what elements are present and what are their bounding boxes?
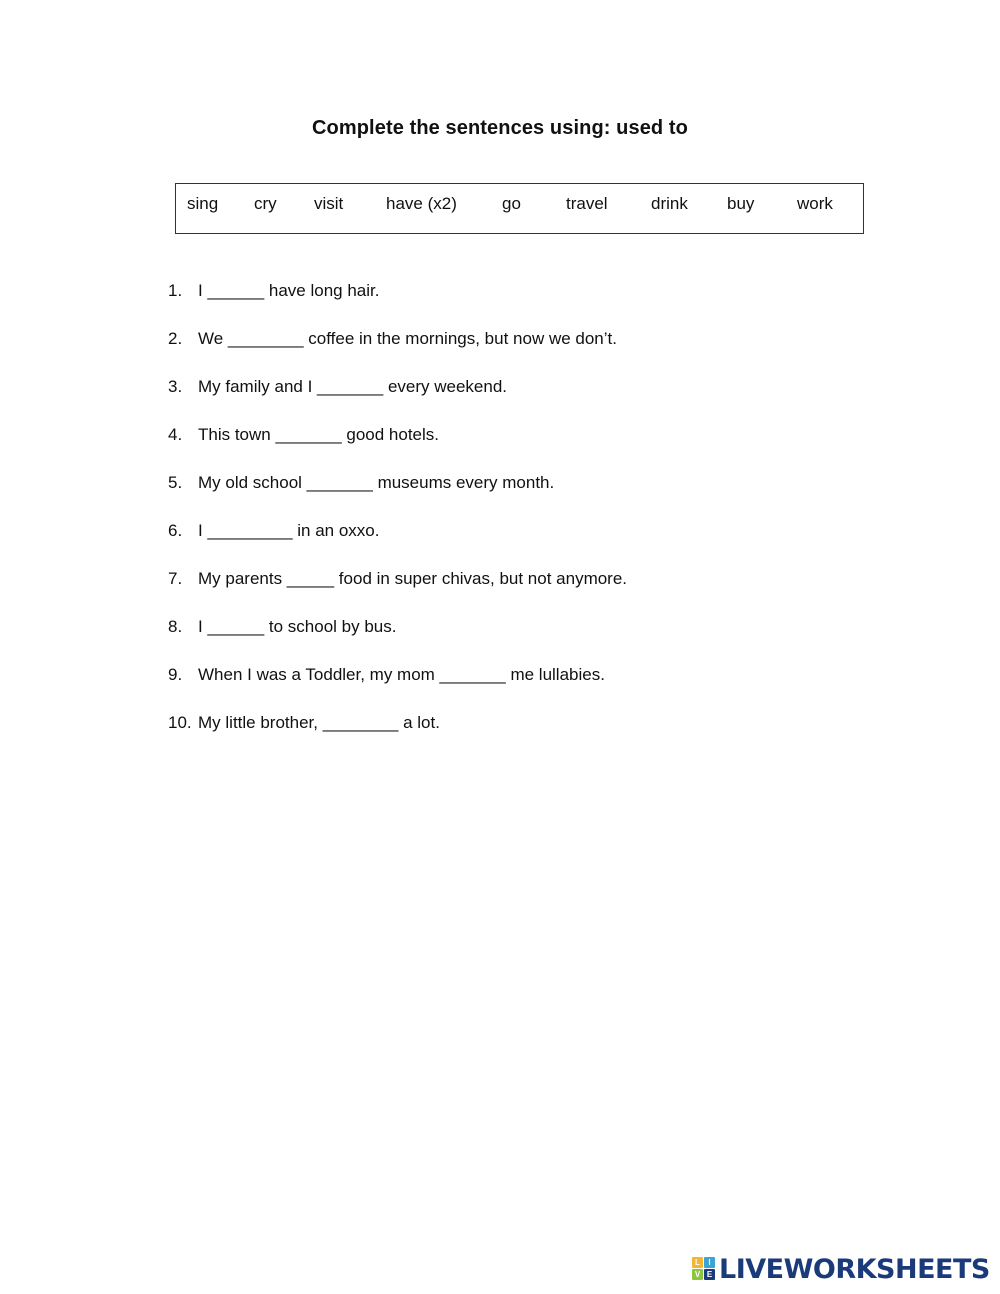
word-bank-item: drink (651, 194, 688, 213)
logo-mark-tile: V (692, 1269, 703, 1280)
sentence-number: 3. (168, 377, 183, 396)
logo-mark-tile: L (692, 1257, 703, 1268)
word-bank-item: travel (566, 194, 608, 213)
sentence-item (168, 566, 928, 614)
sentence-item (168, 710, 928, 758)
word-bank-item: have (x2) (386, 194, 457, 213)
sentence-text: We ________ coffee in the mornings, but now we don’t. (198, 329, 617, 348)
sentence-number: 8. (168, 617, 183, 636)
sentence-number: 2. (168, 329, 183, 348)
sentence-number: 6. (168, 521, 183, 540)
sentence-item (168, 278, 928, 326)
sentence-text: When I was a Toddler, my mom _______ me lullabies. (198, 665, 605, 684)
sentence-text: My little brother, ________ a lot. (198, 713, 440, 732)
sentence-number: 7. (168, 569, 183, 588)
sentence-text: My parents _____ food in super chivas, but not anymore. (198, 569, 628, 588)
sentence-item (168, 614, 928, 662)
sentence-number: 10. (168, 713, 192, 732)
word-bank (175, 183, 864, 234)
sentence-text: I _________ in an oxxo. (198, 521, 380, 540)
sentence-item (168, 326, 928, 374)
sentence-number: 9. (168, 665, 183, 684)
sentence-text: My family and I _______ every weekend. (198, 377, 508, 396)
word-bank-item: go (502, 194, 521, 213)
sentence-text: This town _______ good hotels. (198, 425, 440, 444)
sentence-item (168, 374, 928, 422)
sentence-number: 5. (168, 473, 183, 492)
word-bank-item: buy (727, 194, 755, 213)
sentence-text: My old school _______ museums every month. (198, 473, 555, 492)
liveworksheets-logo-icon (692, 1257, 716, 1281)
liveworksheets-logo (692, 1253, 990, 1285)
word-bank-item: visit (314, 194, 344, 213)
page-title: Complete the sentences using: used to (312, 117, 688, 139)
logo-mark-tile: I (704, 1257, 715, 1268)
logo-text: LIVEWORKSHEETS (719, 1253, 990, 1285)
word-bank-item: cry (254, 194, 277, 213)
sentence-item (168, 422, 928, 470)
sentence-number: 4. (168, 425, 183, 444)
sentence-text: I ______ have long hair. (198, 281, 380, 300)
word-bank-item: work (797, 194, 833, 213)
sentence-item (168, 518, 928, 566)
sentence-item (168, 470, 928, 518)
sentence-list (168, 278, 928, 758)
word-bank-item: sing (187, 194, 219, 213)
logo-mark-tile: E (704, 1269, 715, 1280)
sentence-number: 1. (168, 281, 183, 300)
sentence-item (168, 662, 928, 710)
sentence-text: I ______ to school by bus. (198, 617, 397, 636)
